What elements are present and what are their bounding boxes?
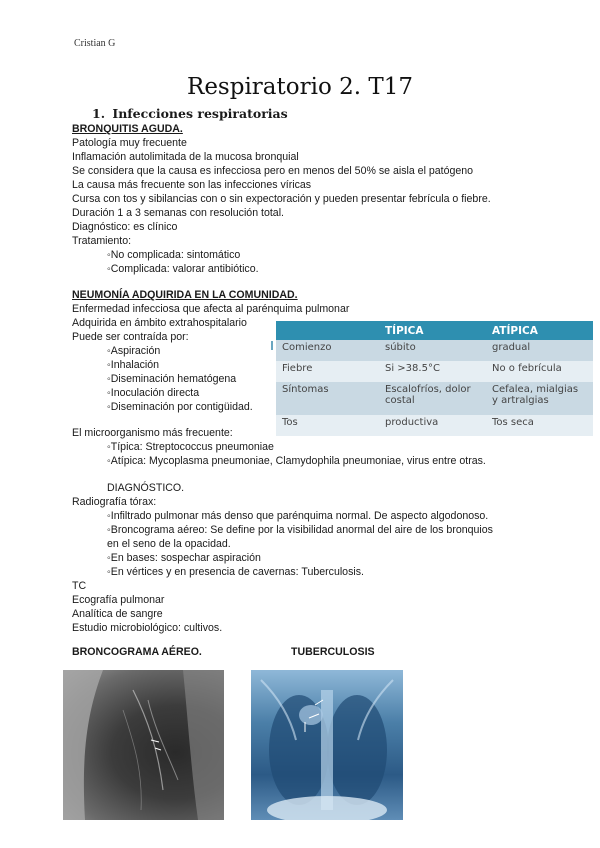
bronquitis-line: Patología muy frecuente xyxy=(72,137,187,149)
figure-caption-tuberculosis: TUBERCULOSIS xyxy=(291,646,375,658)
table-marker xyxy=(271,341,273,350)
section-heading xyxy=(92,106,288,121)
tuberculosis-xray-image xyxy=(251,670,403,820)
table-header-row xyxy=(276,321,593,340)
section-number: 1. xyxy=(92,106,106,121)
figure-caption-broncograma: BRONCOGRAMA AÉREO. xyxy=(72,646,202,658)
broncograma-xray-image xyxy=(63,670,224,820)
via-item: ◦ Inoculación directa xyxy=(107,386,199,400)
bronquitis-line: Diagnóstico: es clínico xyxy=(72,221,178,233)
bronquitis-line: Inflamación autolimitada de la mucosa bronquial xyxy=(72,151,299,163)
table-row xyxy=(276,382,593,415)
table-cell: Fiebre xyxy=(276,361,379,382)
table-cell: Tos xyxy=(276,415,379,436)
table-cell: Escalofríos, dolor costal xyxy=(379,382,486,415)
diagnostico-otro: Estudio microbiológico: cultivos. xyxy=(72,622,223,634)
microorganismo-item: ◦ Atípica: Mycoplasma pneumoniae, Clamydophila pneumoniae, virus entre otras. xyxy=(107,454,486,468)
table-cell: Tos seca xyxy=(486,415,593,436)
radiografia-item: ◦ En vértices y en presencia de cavernas: Tuberculosis. xyxy=(107,565,364,579)
table-cell: Si >38.5°C xyxy=(379,361,486,382)
radiografia-label: Radiografía tórax: xyxy=(72,496,157,508)
bronquitis-heading: BRONQUITIS AGUDA. xyxy=(72,123,183,135)
comparison-table xyxy=(276,321,593,436)
table-row xyxy=(276,415,593,436)
table-header-cell xyxy=(276,321,379,340)
table-header-cell: TÍPICA xyxy=(379,321,486,340)
radiografia-item: ◦ Infiltrado pulmonar más denso que parénquima normal. De aspecto algodonoso. xyxy=(107,509,488,523)
bronquitis-line: Duración 1 a 3 semanas con resolución total. xyxy=(72,207,284,219)
neumonia-line: Puede ser contraída por: xyxy=(72,331,189,343)
table-cell: productiva xyxy=(379,415,486,436)
table-header-cell: ATÍPICA xyxy=(486,321,593,340)
microorganismo-label: El microorganismo más frecuente: xyxy=(72,427,233,439)
radiografia-item: ◦ Broncograma aéreo: Se define por la visibilidad anormal del aire de los bronquios xyxy=(107,523,493,537)
table-row xyxy=(276,340,593,361)
diagnostico-otro: TC xyxy=(72,580,87,592)
table-cell: gradual xyxy=(486,340,593,361)
via-item: ◦ Inhalación xyxy=(107,358,159,372)
section-title: Infecciones respiratorias xyxy=(112,106,288,121)
via-item: ◦ Diseminación por contigüidad. xyxy=(107,400,253,414)
bronquitis-line: Cursa con tos y sibilancias con o sin expectoración y pueden presentar febrícula o fiebre. xyxy=(72,193,491,205)
diagnostico-heading: DIAGNÓSTICO. xyxy=(107,482,185,494)
page-title: Respiratorio 2. T17 xyxy=(187,74,413,100)
diagnostico-otro: Analítica de sangre xyxy=(72,608,163,620)
table-row xyxy=(276,361,593,382)
table-cell: súbito xyxy=(379,340,486,361)
bronquitis-line: Tratamiento: xyxy=(72,235,132,247)
table-cell: Síntomas xyxy=(276,382,379,415)
bronquitis-line: Se considera que la causa es infecciosa pero en menos del 50% se aisla el patógeno xyxy=(72,165,474,177)
neumonia-heading: NEUMONÍA ADQUIRIDA EN LA COMUNIDAD. xyxy=(72,289,298,301)
microorganismo-item: ◦ Típica: Streptococcus pneumoniae xyxy=(107,440,274,454)
neumonia-line: Adquirida en ámbito extrahospitalario xyxy=(72,317,247,329)
radiografia-item-cont: en el seno de la opacidad. xyxy=(107,538,231,550)
via-item: ◦ Diseminación hematógena xyxy=(107,372,236,386)
tratamiento-item: ◦ No complicada: sintomático xyxy=(107,248,240,262)
via-item: ◦ Aspiración xyxy=(107,344,160,358)
table-cell: Cefalea, mialgias y artralgias xyxy=(486,382,593,415)
diagnostico-otro: Ecografía pulmonar xyxy=(72,594,165,606)
neumonia-line: Enfermedad infecciosa que afecta al parénquima pulmonar xyxy=(72,303,350,315)
bronquitis-line: La causa más frecuente son las infecciones víricas xyxy=(72,179,312,191)
radiografia-item: ◦ En bases: sospechar aspiración xyxy=(107,551,261,565)
table-cell: No o febrícula xyxy=(486,361,593,382)
author-name: Cristian G xyxy=(74,38,116,49)
table-cell: Comienzo xyxy=(276,340,379,361)
tratamiento-item: ◦ Complicada: valorar antibiótico. xyxy=(107,262,259,276)
